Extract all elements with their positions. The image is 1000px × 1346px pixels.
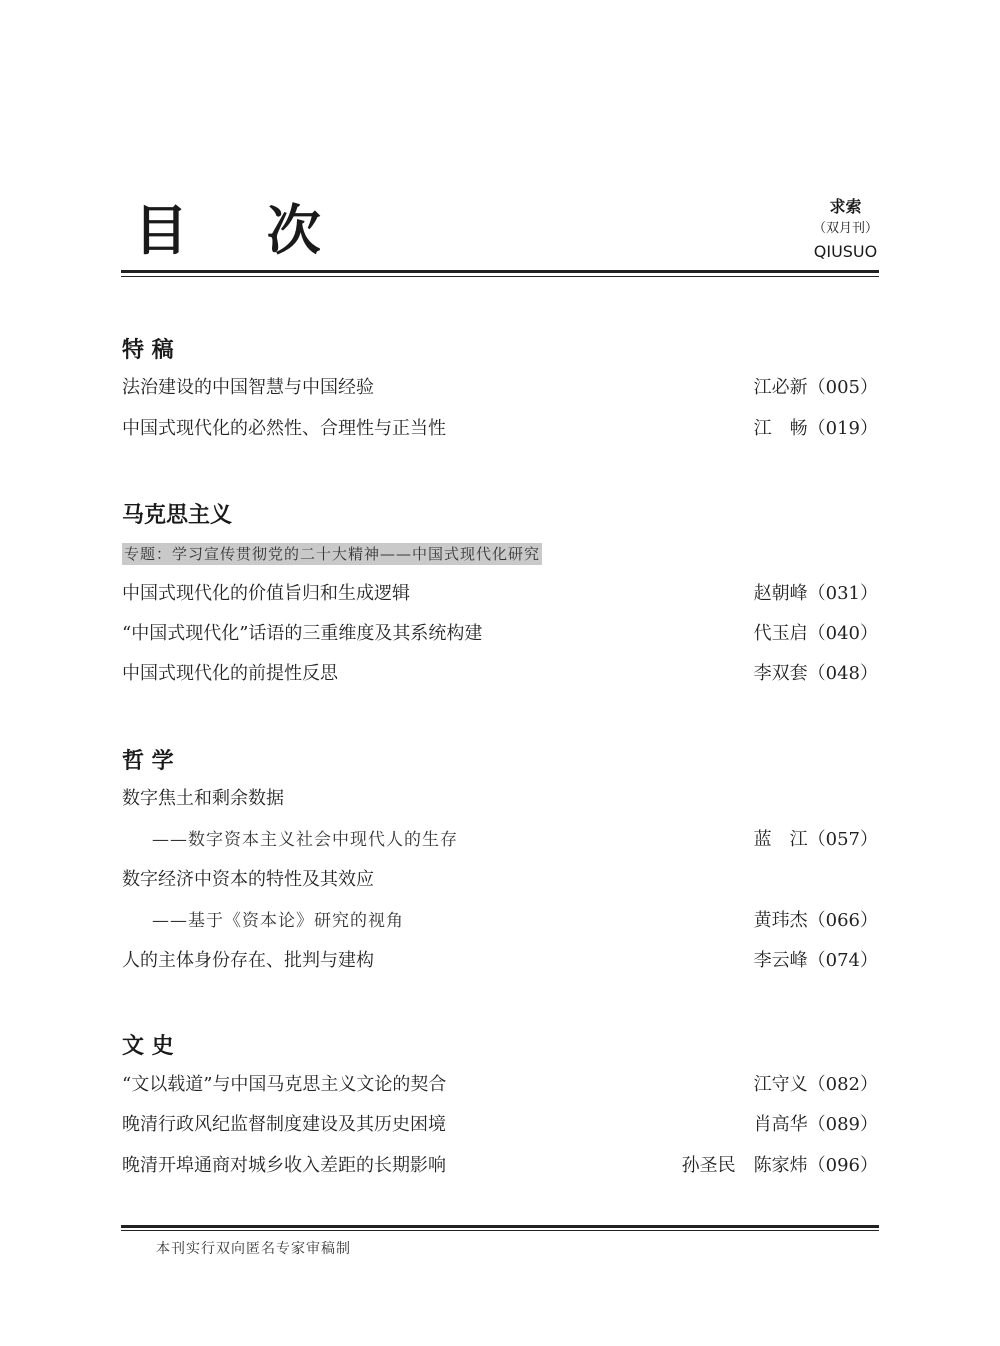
entry-title: “中国式现代化”话语的三重维度及其系统构建 xyxy=(122,623,483,644)
toc-entry[interactable] xyxy=(122,1152,878,1180)
journal-masthead xyxy=(813,196,878,264)
toc-entry-subtitle[interactable] xyxy=(122,907,878,935)
entry-author-page: 蓝 江（057） xyxy=(753,829,878,850)
entry-title: 晚清行政风纪监督制度建设及其历史困境 xyxy=(122,1114,446,1135)
section-heading-marxism: 马克思主义 xyxy=(122,503,233,528)
header-rule-thick xyxy=(121,270,879,273)
entry-author-page: 赵朝峰（031） xyxy=(753,583,878,604)
entry-author-page: 李双套（048） xyxy=(753,663,878,684)
entry-author-page: 孙圣民 陈家炜（096） xyxy=(681,1155,878,1176)
entry-title: 法治建设的中国智慧与中国经验 xyxy=(122,377,374,398)
toc-entry[interactable] xyxy=(122,785,878,813)
entry-subtitle: ——基于《资本论》研究的视角 xyxy=(152,911,404,931)
entry-title: 中国式现代化的价值旨归和生成逻辑 xyxy=(122,583,410,604)
toc-entry[interactable] xyxy=(122,660,878,688)
entry-author-page: 江 畅（019） xyxy=(753,418,878,439)
entry-author-page: 江守义（082） xyxy=(753,1074,878,1095)
entry-title: 人的主体身份存在、批判与建构 xyxy=(122,950,374,971)
special-topic-banner: 专题：学习宣传贯彻党的二十大精神——中国式现代化研究 xyxy=(124,545,541,563)
footer-rule-thin xyxy=(121,1230,879,1231)
toc-entry-subtitle[interactable] xyxy=(122,826,878,854)
entry-author-page: 李云峰（074） xyxy=(753,950,878,971)
toc-entry[interactable] xyxy=(122,620,878,648)
entry-subtitle: ——数字资本主义社会中现代人的生存 xyxy=(152,830,458,850)
section-heading-philosophy: 哲 学 xyxy=(122,749,174,774)
entry-title: 中国式现代化的前提性反思 xyxy=(122,663,338,684)
entry-title: 中国式现代化的必然性、合理性与正当性 xyxy=(122,418,446,439)
entry-title: 数字焦土和剩余数据 xyxy=(122,788,284,809)
journal-pinyin: QIUSUO xyxy=(813,242,878,261)
section-heading-special: 特 稿 xyxy=(122,338,174,363)
footer-rule-thick xyxy=(121,1225,879,1228)
toc-entry[interactable] xyxy=(122,374,878,402)
entry-author-page: 肖高华（089） xyxy=(753,1114,878,1135)
review-policy-note: 本刊实行双向匿名专家审稿制 xyxy=(156,1241,351,1257)
entry-author-page: 黄玮杰（066） xyxy=(753,910,878,931)
entry-title: 晚清开埠通商对城乡收入差距的长期影响 xyxy=(122,1155,446,1176)
toc-entry[interactable] xyxy=(122,866,878,894)
toc-entry[interactable] xyxy=(122,1071,878,1099)
entry-title: 数字经济中资本的特性及其效应 xyxy=(122,869,374,890)
header-rule-thin xyxy=(121,276,879,277)
toc-entry[interactable] xyxy=(122,415,878,443)
section-heading-literature-history: 文 史 xyxy=(122,1034,174,1059)
journal-frequency: （双月刊） xyxy=(812,221,878,236)
entry-title: “文以载道”与中国马克思主义文论的契合 xyxy=(122,1074,447,1095)
entry-author-page: 江必新（005） xyxy=(753,377,878,398)
toc-entry[interactable] xyxy=(122,1111,878,1139)
entry-author-page: 代玉启（040） xyxy=(753,623,878,644)
toc-entry[interactable] xyxy=(122,947,878,975)
toc-entry[interactable] xyxy=(122,580,878,608)
page-title: 目 次 xyxy=(134,199,351,262)
journal-name: 求索 xyxy=(829,197,862,216)
